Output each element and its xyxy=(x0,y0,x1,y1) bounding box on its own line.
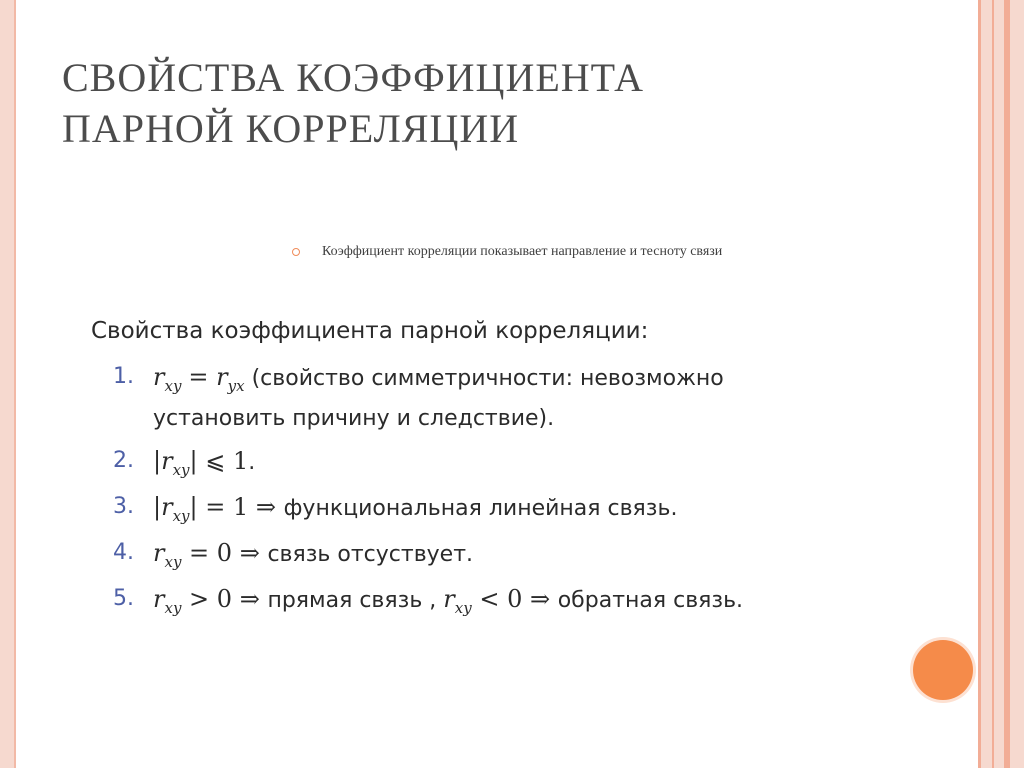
property-body xyxy=(153,578,743,629)
property-text: прямая связь , xyxy=(267,588,437,613)
formula: $r_{yx}$ xyxy=(216,363,245,395)
left-border-line xyxy=(14,0,16,768)
title-line-2: ПАРНОЙ КОРРЕЛЯЦИИ xyxy=(62,106,520,151)
property-text: связь отсуствует. xyxy=(267,542,474,567)
bullet-text: Коэффициент корреляции показывает направление и тесноту связи xyxy=(322,244,723,259)
formula-operator: | xyxy=(153,493,162,521)
properties-heading: Свойства коэффициента парной корреляции: xyxy=(91,318,649,344)
property-text: (свойство симметричности: невозможно xyxy=(251,366,724,391)
property-number: 5. xyxy=(113,586,134,611)
property-item xyxy=(91,532,941,578)
formula-operator: | xyxy=(153,447,162,475)
property-text-continued: установить причину и следствие). xyxy=(153,406,555,431)
title-line-1: СВОЙСТВА КОЭФФИЦИЕНТА xyxy=(62,55,644,100)
property-item xyxy=(91,578,941,624)
property-item xyxy=(91,356,941,440)
formula-operator: < 0 ⇒ xyxy=(471,585,558,613)
property-text: . xyxy=(248,450,256,475)
property-number: 3. xyxy=(113,494,134,519)
property-number: 2. xyxy=(113,448,134,473)
formula: $r_{xy}$ xyxy=(161,447,190,479)
right-border xyxy=(978,0,1024,768)
formula-operator: = xyxy=(188,363,217,391)
slide-title xyxy=(62,52,862,154)
formula: $r_{xy}$ xyxy=(153,539,182,571)
property-item xyxy=(91,486,941,532)
right-border-stripe xyxy=(1004,0,1010,768)
right-border-stripe xyxy=(978,0,981,768)
formula-operator: > 0 ⇒ xyxy=(181,585,268,613)
properties-block xyxy=(91,318,941,624)
circle-bullet-icon xyxy=(292,248,300,256)
orange-circle-decoration xyxy=(913,640,973,700)
formula: $r_{xy}$ xyxy=(443,585,472,617)
property-text: обратная связь. xyxy=(557,588,744,613)
property-body xyxy=(153,532,473,583)
formula-operator: | ⩽ 1 xyxy=(189,447,249,475)
formula-operator: | = 1 ⇒ xyxy=(189,493,284,521)
formula: $r_{xy}$ xyxy=(153,363,182,395)
property-text: функциональная линейная связь. xyxy=(283,496,678,521)
property-item xyxy=(91,440,941,486)
formula: $r_{xy}$ xyxy=(161,493,190,525)
property-number: 4. xyxy=(113,540,134,565)
formula-operator: = 0 ⇒ xyxy=(181,539,268,567)
property-number: 1. xyxy=(113,364,134,389)
right-border-stripe xyxy=(992,0,994,768)
left-border xyxy=(0,0,14,768)
formula: $r_{xy}$ xyxy=(153,585,182,617)
property-body xyxy=(153,486,677,537)
property-body xyxy=(153,440,255,491)
